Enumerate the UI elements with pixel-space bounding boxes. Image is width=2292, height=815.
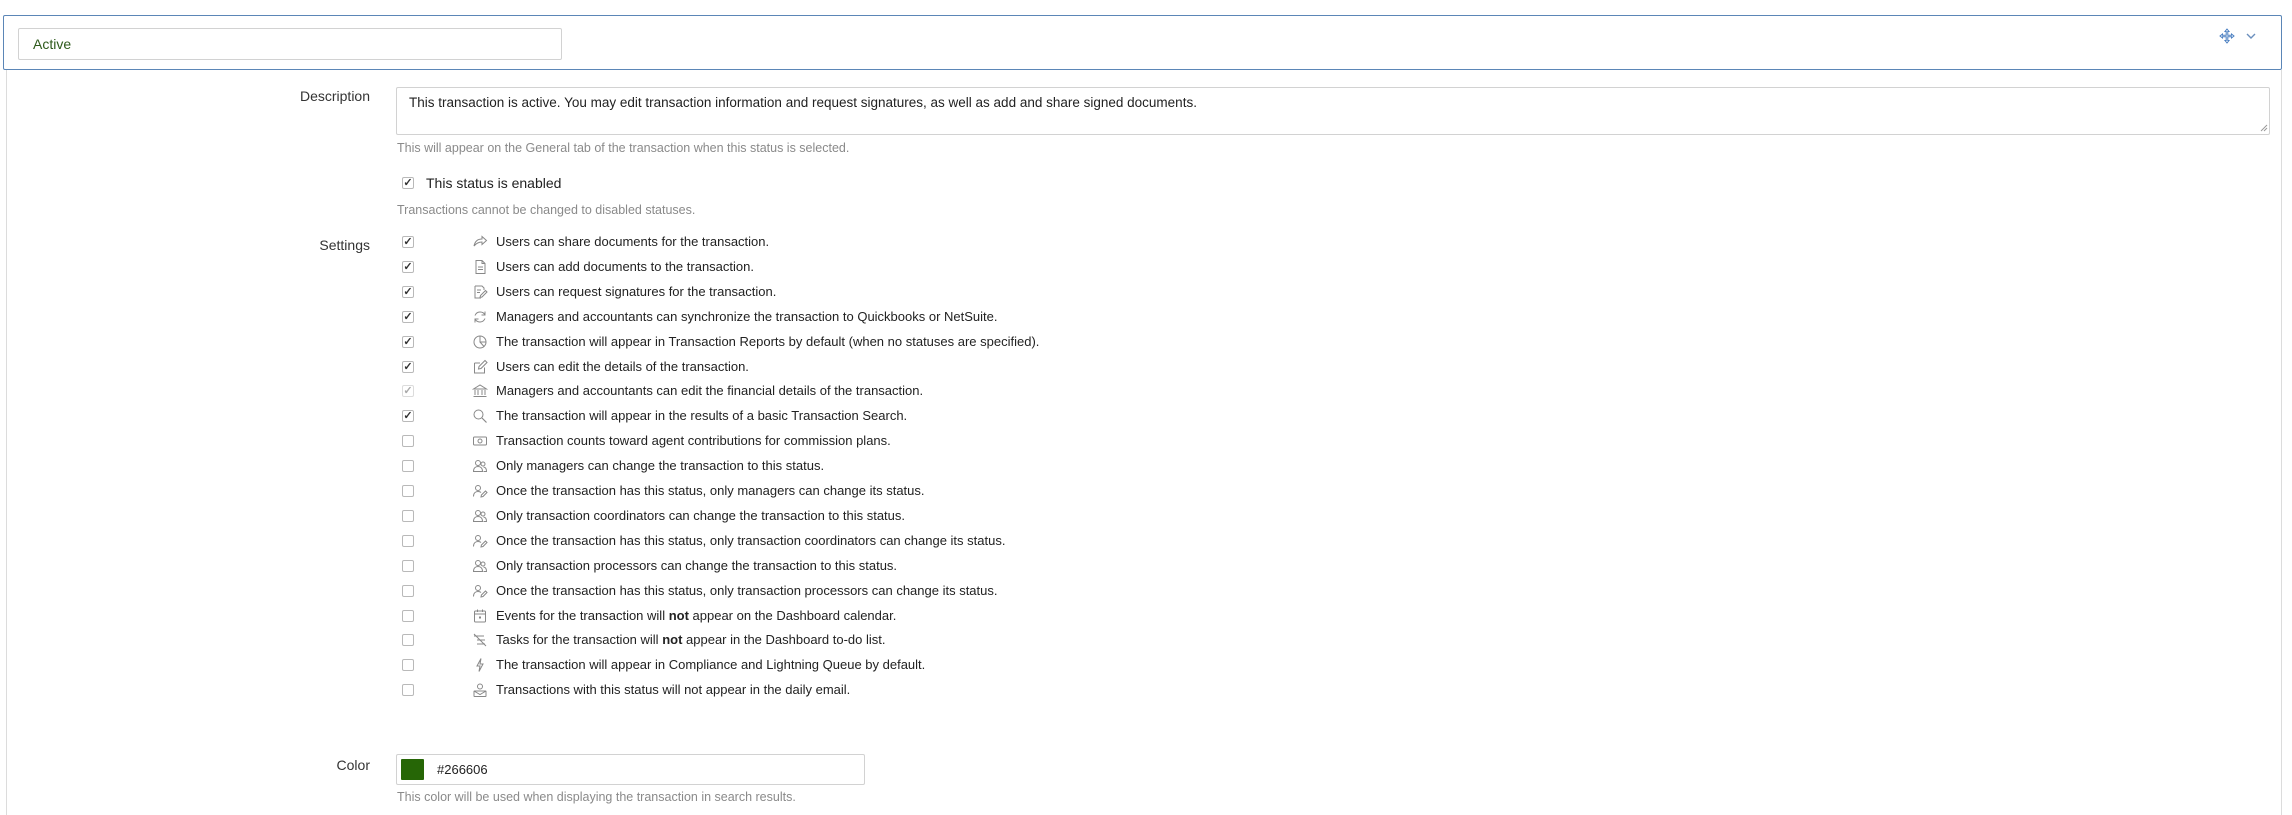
document-icon [472,259,488,275]
setting-row [396,381,1296,401]
user-edit-icon [472,483,488,499]
color-swatch[interactable] [401,759,424,780]
setting-checkbox[interactable] [402,535,414,547]
setting-label-text: Users can request signatures for the transaction. [496,283,777,299]
setting-label-text: Only transaction coordinators can change the transaction to this status. [496,507,906,523]
setting-row [396,232,1296,252]
setting-label-text: Tasks for the transaction will [496,632,663,648]
setting-label-text: Once the transaction has this status, only transaction coordinators can change its status. [496,532,1006,548]
setting-checkbox[interactable] [402,261,414,273]
setting-label [496,234,769,249]
signature-icon [472,284,488,300]
setting-label-text: Managers and accountants can synchronize the transaction to Quickbooks or NetSuite. [496,308,998,324]
setting-label [496,408,907,423]
setting-checkbox[interactable] [402,634,414,646]
setting-row [396,357,1296,377]
description-textarea[interactable] [396,87,2270,135]
setting-label-text: Only managers can change the transaction to this status. [496,458,825,474]
setting-label [496,533,1005,548]
user-group-icon [472,508,488,524]
status-header [3,15,2282,70]
setting-row [396,556,1296,576]
setting-checkbox[interactable] [402,361,414,373]
description-help-text: This will appear on the General tab of the transaction when this status is selected. [397,141,850,155]
setting-row [396,332,1296,352]
setting-row [396,282,1296,302]
edit-icon [472,359,488,375]
resize-grip-icon[interactable] [2258,122,2268,132]
setting-row [396,257,1296,277]
setting-row [396,506,1296,526]
email-user-icon [472,682,488,698]
setting-row [396,531,1296,551]
settings-label: Settings [319,237,370,253]
setting-label [496,433,891,448]
setting-label [496,483,925,498]
setting-checkbox[interactable] [402,684,414,696]
lightning-icon [472,657,488,673]
setting-label [496,259,754,274]
enabled-help-text: Transactions cannot be changed to disabled statuses. [397,203,696,217]
user-group-icon [472,458,488,474]
setting-label-emphasis: not [662,632,683,648]
share-icon [472,234,488,250]
setting-row [396,581,1296,601]
setting-checkbox[interactable] [402,510,414,522]
setting-checkbox[interactable] [402,460,414,472]
setting-label-text: Transaction counts toward agent contributions for commission plans. [496,433,891,449]
setting-checkbox[interactable] [402,435,414,447]
setting-label [496,309,998,324]
setting-label [496,458,824,473]
user-edit-icon [472,533,488,549]
setting-checkbox[interactable] [402,410,414,422]
setting-checkbox[interactable] [402,560,414,572]
setting-label-text: Users can edit the details of the transaction. [496,358,749,374]
setting-label-text: Users can share documents for the transaction. [496,234,770,249]
color-value: #266606 [437,762,488,777]
setting-label-text: Managers and accountants can edit the financial details of the transaction. [496,383,924,399]
setting-label-text: The transaction will appear in the results of a basic Transaction Search. [496,408,908,424]
setting-label [496,583,997,598]
setting-row [396,481,1296,501]
setting-label-text: Only transaction processors can change the transaction to this status. [496,557,898,573]
setting-label [496,334,1039,349]
setting-checkbox[interactable] [402,286,414,298]
calendar-icon [472,608,488,624]
setting-label-text: The transaction will appear in Transaction Reports by default (when no statuses are specified). [496,333,1040,349]
setting-label-emphasis: not [668,607,689,623]
setting-checkbox[interactable] [402,485,414,497]
description-label: Description [299,88,370,104]
setting-label [496,558,897,573]
bank-icon [472,383,488,399]
setting-label-text: Transactions with this status will not appear in the daily email. [496,682,851,698]
move-icon[interactable] [2219,28,2235,44]
status-enabled-label: This status is enabled [426,175,562,191]
user-group-icon [472,558,488,574]
user-edit-icon [472,583,488,599]
sync-icon [472,309,488,325]
setting-label-suffix: appear on the Dashboard calendar. [688,607,897,623]
setting-row [396,456,1296,476]
color-field[interactable] [396,754,865,785]
setting-row [396,606,1296,626]
setting-row [396,307,1296,327]
setting-checkbox[interactable] [402,311,414,323]
report-icon [472,334,488,350]
setting-label-text: Events for the transaction will [496,607,669,623]
search-icon [472,408,488,424]
setting-row [396,630,1296,650]
setting-label [496,657,925,672]
chevron-down-icon[interactable] [2243,28,2259,44]
setting-label-text: Once the transaction has this status, only transaction processors can change its status. [496,582,998,598]
money-icon [472,433,488,449]
color-label: Color [336,757,370,773]
header-actions [2219,28,2259,44]
setting-row [396,680,1296,700]
status-name-input[interactable] [18,28,562,60]
setting-checkbox[interactable] [402,610,414,622]
setting-label [496,359,749,374]
setting-label [496,608,896,623]
setting-row [396,431,1296,451]
setting-label [496,508,905,523]
setting-label-text: Once the transaction has this status, only managers can change its status. [496,483,925,498]
setting-label [496,383,923,398]
setting-checkbox[interactable] [402,585,414,597]
setting-label-suffix: appear in the Dashboard to-do list. [682,632,886,648]
setting-row [396,655,1296,675]
tasks-off-icon [472,632,488,648]
setting-checkbox[interactable] [402,236,414,248]
setting-row [396,406,1296,426]
setting-checkbox[interactable] [402,336,414,348]
setting-label [496,284,776,299]
setting-label [496,682,850,697]
setting-label [496,632,885,647]
color-help-text: This color will be used when displaying the transaction in search results. [397,790,796,804]
setting-label-text: Users can add documents to the transaction. [496,258,754,274]
status-enabled-row [396,173,796,193]
status-enabled-checkbox[interactable] [402,177,414,189]
setting-label-text: The transaction will appear in Compliance and Lightning Queue by default. [496,657,926,673]
setting-checkbox[interactable] [402,659,414,671]
setting-checkbox[interactable] [402,385,414,397]
